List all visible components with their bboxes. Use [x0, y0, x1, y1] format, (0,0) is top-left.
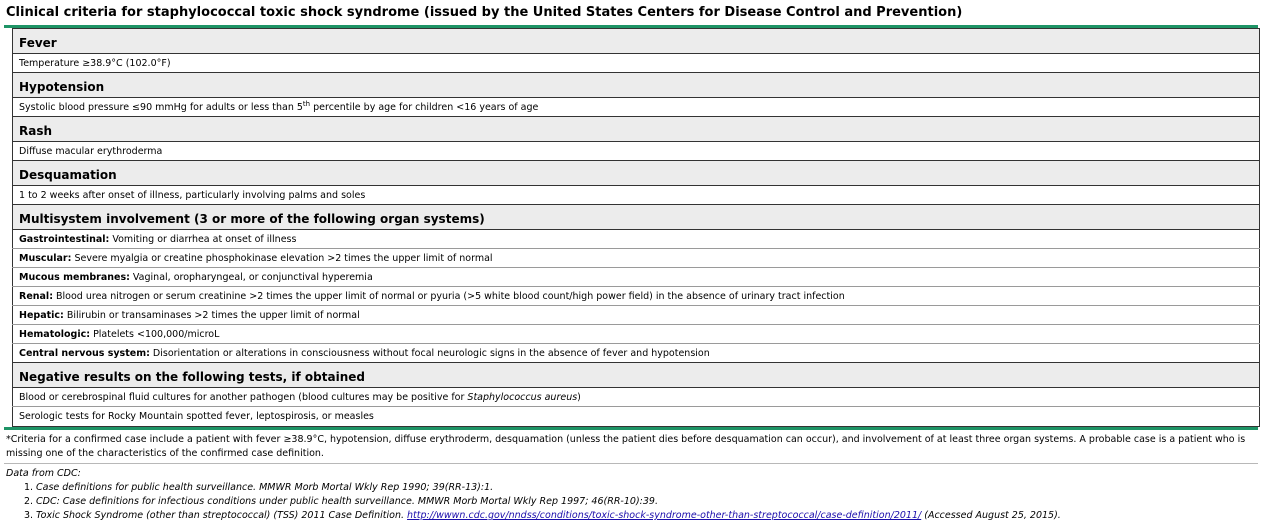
organ-system-label: Hematologic:: [19, 328, 91, 340]
criteria-text: [13, 388, 1260, 407]
section-heading: Hypotension: [13, 73, 1260, 98]
reference-text: Toxic Shock Syndrome (other than streptococcal) (TSS) 2011 Case Definition.: [36, 510, 408, 521]
organ-system-label: Central nervous system:: [19, 347, 150, 359]
section-header-hypotension: [13, 73, 1260, 98]
criteria-text: [13, 325, 1260, 344]
criteria-table: [12, 28, 1260, 427]
organ-system-text: Bilirubin or transaminases >2 times the upper limit of normal: [63, 309, 360, 321]
organ-system-text: Vaginal, oropharyngeal, or conjunctival hyperemia: [129, 271, 373, 283]
criteria-text-part: percentile by age for children <16 years of age: [310, 101, 539, 113]
reference-text: Case definitions for public health surveillance. MMWR Morb Mortal Wkly Rep 1990; 39(RR-13):1.: [36, 482, 494, 493]
organ-system-text: Vomiting or diarrhea at onset of illness: [109, 233, 297, 245]
list-item: [24, 509, 1258, 523]
reference-number: 3.: [24, 510, 34, 521]
table-row: [13, 268, 1260, 287]
table-row: [13, 388, 1260, 407]
organ-system-label: Mucous membranes:: [19, 271, 130, 283]
document-title: Clinical criteria for staphylococcal toxic shock syndrome (issued by the United States Centers for Disease Control and Prevention): [6, 5, 963, 20]
table-row: [13, 142, 1260, 161]
criteria-text-part: Blood or cerebrospinal fluid cultures for another pathogen (blood cultures may be positive for: [19, 391, 468, 403]
table-row: [13, 98, 1260, 117]
table-row: [13, 54, 1260, 73]
criteria-text: [13, 306, 1260, 325]
organ-system-text: Blood urea nitrogen or serum creatinine >2 times the upper limit of normal or pyuria (>5 white blood count/high power field) in the absence of urinary tract infection: [53, 290, 845, 302]
criteria-text: [13, 249, 1260, 268]
section-header-negative-tests: [13, 363, 1260, 388]
organ-system-label: Gastrointestinal:: [19, 233, 110, 245]
criteria-text-part: ): [577, 391, 581, 403]
table-row: [13, 325, 1260, 344]
table-row: [13, 230, 1260, 249]
list-item: [24, 481, 1258, 495]
section-heading: Desquamation: [13, 161, 1260, 186]
list-item: [24, 495, 1258, 509]
reference-number: 1.: [24, 482, 34, 493]
organ-system-text: Severe myalgia or creatine phosphokinase elevation >2 times the upper limit of normal: [71, 252, 493, 264]
section-heading: Multisystem involvement (3 or more of the following organ systems): [13, 205, 1260, 230]
organ-system-label: Hepatic:: [19, 309, 64, 321]
criteria-text: Temperature ≥38.9°C (102.0°F): [13, 54, 1260, 73]
table-row: [13, 306, 1260, 325]
organism-name: Staphylococcus aureus: [467, 391, 578, 403]
section-heading: Negative results on the following tests, if obtained: [13, 363, 1260, 388]
criteria-text-part: Systolic blood pressure ≤90 mmHg for adults or less than 5: [19, 101, 303, 113]
table-row: [13, 344, 1260, 363]
criteria-text: [13, 230, 1260, 249]
table-row: [13, 287, 1260, 306]
table-row: [13, 249, 1260, 268]
organ-system-text: Platelets <100,000/microL: [90, 328, 220, 340]
reference-text: (Accessed August 25, 2015).: [921, 510, 1061, 521]
footnote: *Criteria for a confirmed case include a patient with fever ≥38.9°C, hypotension, diffuse erythroderm, desquamation (unless the patient dies before desquamation can occur), and involvement of at least three organ systems. A probable case is a patient who is missing one of the characteristics of the confirmed case definition.: [6, 434, 1246, 459]
section-header-rash: [13, 117, 1260, 142]
reference-list: [4, 481, 1258, 523]
organ-system-label: Muscular:: [19, 252, 72, 264]
criteria-text: 1 to 2 weeks after onset of illness, particularly involving palms and soles: [13, 186, 1260, 205]
section-header-multisystem: [13, 205, 1260, 230]
footnote-divider: [4, 463, 1258, 464]
section-header-fever: [13, 29, 1260, 54]
criteria-text: Diffuse macular erythroderma: [13, 142, 1260, 161]
reference-number: 2.: [24, 496, 34, 507]
section-heading: Fever: [13, 29, 1260, 54]
criteria-text: [13, 98, 1260, 117]
organ-system-text: Disorientation or alterations in consciousness without focal neurologic signs in the absence of fever and hypotension: [149, 347, 710, 359]
table-row: [13, 407, 1260, 427]
criteria-text: [13, 287, 1260, 306]
criteria-text: [13, 268, 1260, 287]
section-header-desquamation: [13, 161, 1260, 186]
reference-text: CDC: Case definitions for infectious conditions under public health surveillance. MMWR Morb Mortal Wkly Rep 1997; 46(RR-10):39.: [36, 496, 658, 507]
superscript: th: [302, 99, 311, 108]
source-label: Data from CDC:: [6, 468, 81, 479]
criteria-text: Serologic tests for Rocky Mountain spotted fever, leptospirosis, or measles: [13, 407, 1260, 427]
organ-system-label: Renal:: [19, 290, 53, 302]
cdc-case-definition-link[interactable]: http://wwwn.cdc.gov/nndss/conditions/toxic-shock-syndrome-other-than-streptococcal/case-definition/2011/: [407, 510, 922, 521]
section-heading: Rash: [13, 117, 1260, 142]
table-row: [13, 186, 1260, 205]
criteria-text: [13, 344, 1260, 363]
